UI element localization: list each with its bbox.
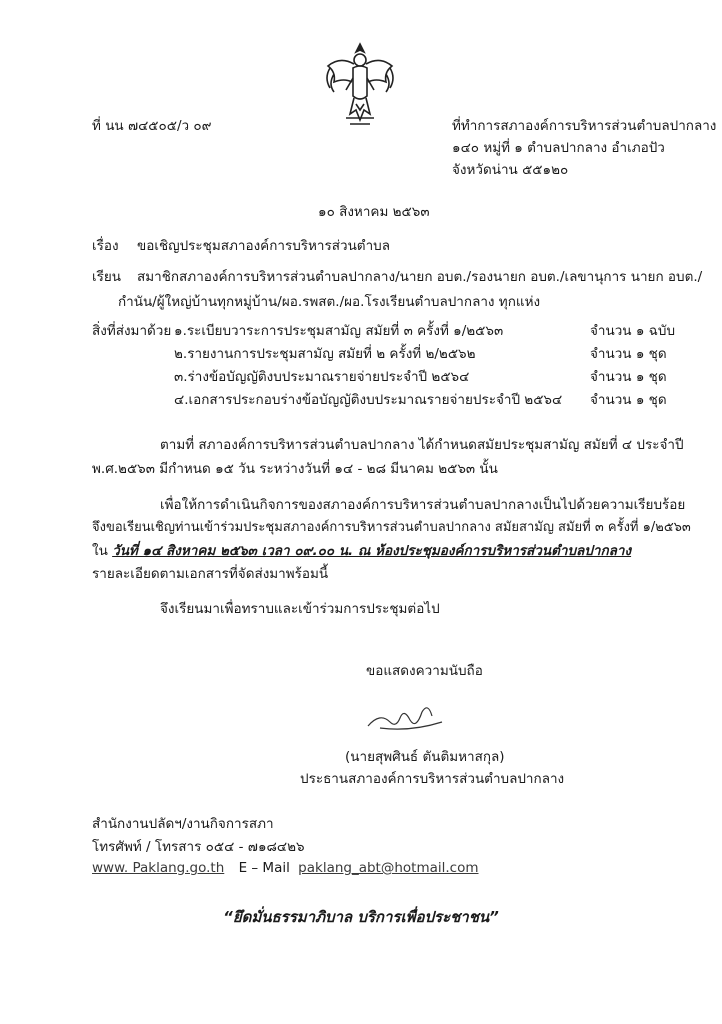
body-paragraph2-line2: จึงขอเรียนเชิญท่านเข้าร่วมประชุมสภาองค์การบริหารส่วนตำบลปากลาง สมัยสามัญ สมัยที่ ๓ ครั้งที่ ๑/๒๕๖๓ — [92, 520, 691, 535]
body-paragraph1-line2: พ.ศ.๒๕๖๓ มีกำหนด ๑๕ วัน ระหว่างวันที่ ๑๔ - ๒๘ มีนาคม ๒๕๖๓ นั้น — [92, 461, 498, 477]
slogan: “ยึดมั่นธรรมาภิบาล บริการเพื่อประชาชน” — [223, 908, 499, 926]
recipient-line1: สมาชิกสภาองค์การบริหารส่วนตำบลปากลาง/นายก อบต./รองนายก อบต./เลขานุการ นายก อบต./ — [137, 269, 703, 285]
enclosure-qty: จำนวน ๑ ชุด — [590, 346, 667, 362]
letter-date: ๑๐ สิงหาคม ๒๕๖๓ — [318, 204, 430, 220]
sender-address-line3: จังหวัดน่าน ๕๕๑๒๐ — [452, 162, 569, 178]
body-paragraph3: จึงเรียนมาเพื่อทราบและเข้าร่วมการประชุมต่อไป — [160, 601, 440, 617]
enclosure-item: ๑.ระเบียบวาระการประชุมสามัญ สมัยที่ ๓ ครั้งที่ ๑/๒๕๖๓ — [174, 323, 504, 339]
footer-contact — [92, 860, 479, 876]
sender-address-line1: ที่ทำการสภาองค์การบริหารส่วนตำบลปากลาง — [452, 118, 717, 134]
closing-regards: ขอแสดงความนับถือ — [366, 663, 483, 679]
enclosure-item: ๔.เอกสารประกอบร่างข้อบัญญัติงบประมาณรายจ่ายประจำปี ๒๕๖๔ — [174, 392, 563, 408]
signatory-position: ประธานสภาองค์การบริหารส่วนตำบลปากลาง — [300, 771, 565, 787]
subject-label: เรื่อง — [92, 238, 119, 254]
meeting-datetime-emphasis: วันที่ ๑๔ สิงหาคม ๒๕๖๓ เวลา ๐๙.๐๐ น. ณ ห้องประชุมองค์การบริหารส่วนตำบลปากลาง — [112, 543, 632, 559]
footer-office: สำนักงานปลัดฯ/งานกิจการสภา — [92, 816, 274, 832]
body-paragraph2-line3 — [92, 543, 631, 559]
email-label: E – Mail — [238, 860, 290, 876]
enclosure-item: ๒.รายงานการประชุมสามัญ สมัยที่ ๒ ครั้งที่ ๒/๒๕๖๒ — [174, 346, 476, 362]
website-link[interactable]: www. Paklang.go.th — [92, 860, 225, 876]
signatory-name: (นายสุพศินธ์ ตันติมหาสกุล) — [345, 749, 505, 765]
body-paragraph1-line1: ตามที่ สภาองค์การบริหารส่วนตำบลปากลาง ได้กำหนดสมัยประชุมสามัญ สมัยที่ ๔ ประจำปี — [160, 437, 684, 453]
enclosure-item: ๓.ร่างข้อบัญญัติงบประมาณรายจ่ายประจำปี ๒๕๖๔ — [174, 369, 470, 385]
enclosure-qty: จำนวน ๑ ชุด — [590, 369, 667, 385]
enclosure-qty: จำนวน ๑ ชุด — [590, 392, 667, 408]
enclosures-label: สิ่งที่ส่งมาด้วย — [92, 323, 172, 339]
footer-phone: โทรศัพท์ / โทรสาร ๐๕๔ - ๗๑๘๔๒๖ — [92, 839, 305, 855]
recipient-label: เรียน — [92, 269, 122, 285]
reference-number: ที่ นน ๗๔๕๐๕/ว ๐๙ — [92, 118, 212, 134]
sender-address-line2: ๑๔๐ หมู่ที่ ๑ ตำบลปากลาง อำเภอปัว — [452, 140, 665, 156]
garuda-emblem — [320, 38, 400, 130]
body-paragraph2-line1: เพื่อให้การดำเนินกิจการของสภาองค์การบริหารส่วนตำบลปากลางเป็นไปด้วยความเรียบร้อย — [160, 497, 686, 513]
recipient-line2: กำนัน/ผู้ใหญ่บ้านทุกหมู่บ้าน/ผอ.รพสต./ผอ.โรงเรียนตำบลปากลาง ทุกแห่ง — [118, 294, 541, 310]
meeting-prefix: ใน — [92, 543, 108, 559]
body-paragraph2-line4: รายละเอียดตามเอกสารที่จัดส่งมาพร้อมนี้ — [92, 566, 329, 582]
signature — [360, 698, 450, 738]
email-link[interactable]: paklang_abt@hotmail.com — [298, 860, 479, 876]
subject-text: ขอเชิญประชุมสภาองค์การบริหารส่วนตำบล — [137, 238, 390, 254]
enclosure-qty: จำนวน ๑ ฉบับ — [590, 323, 676, 339]
